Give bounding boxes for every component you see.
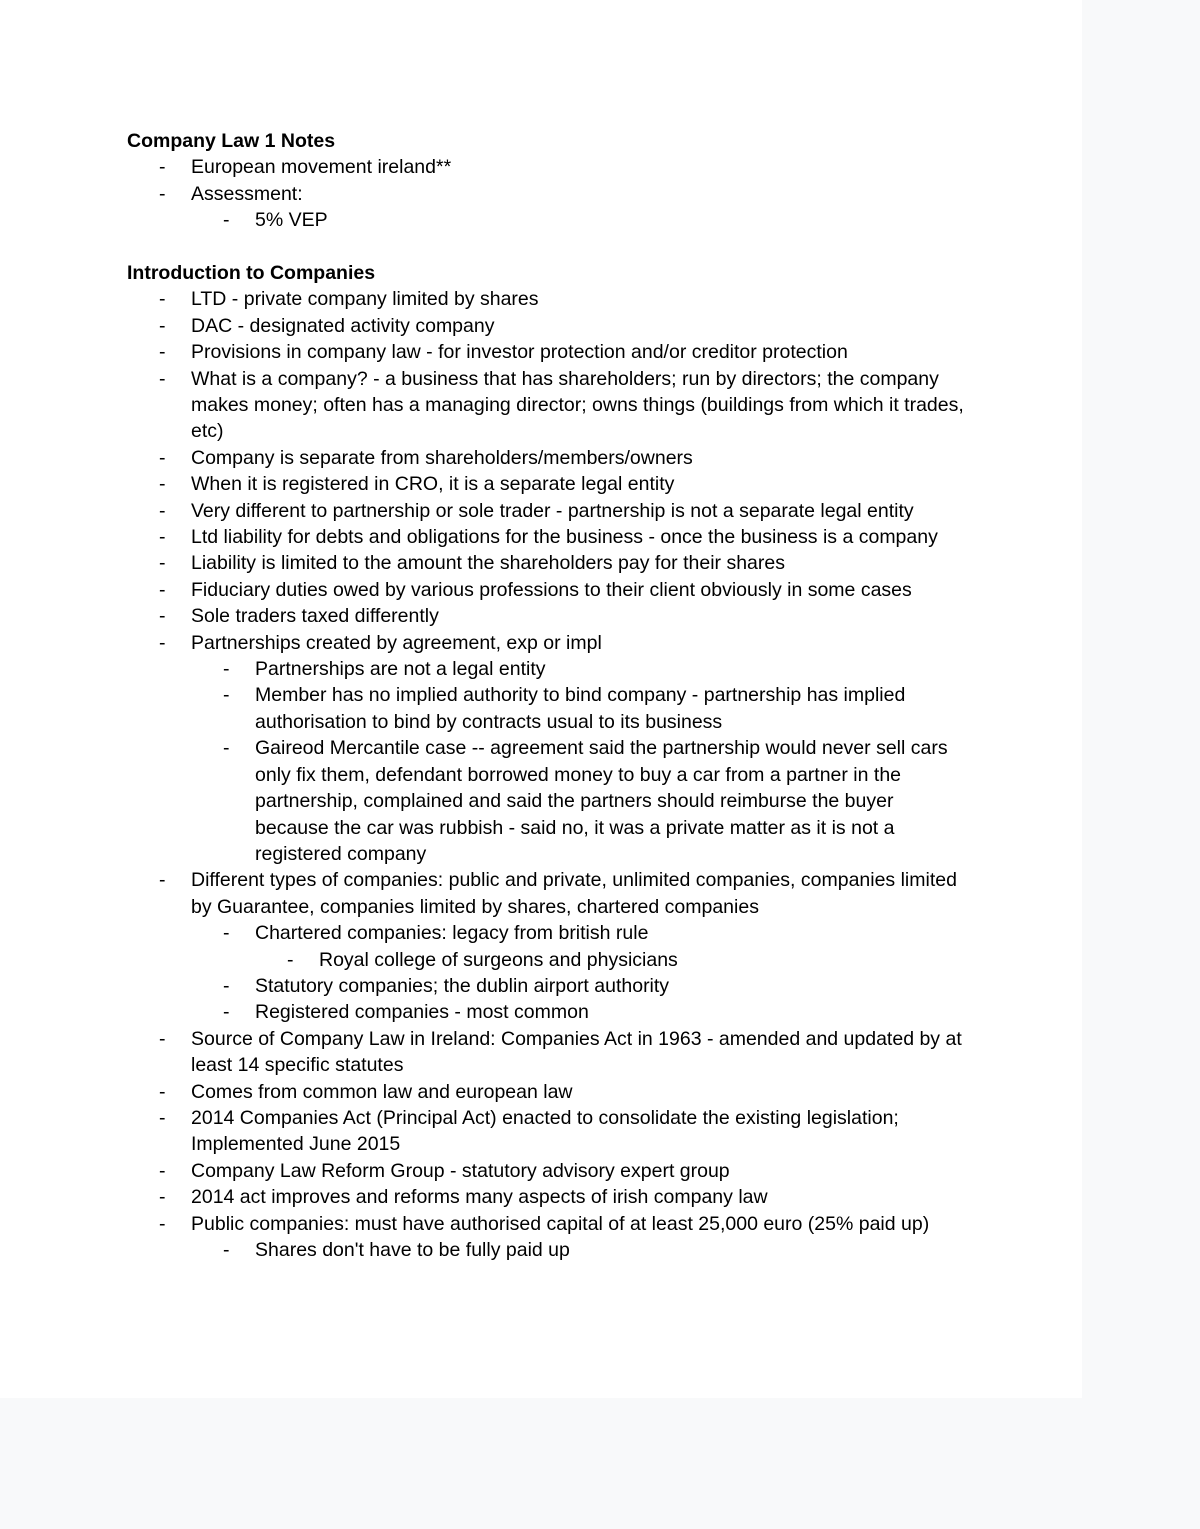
- dash-bullet: -: [223, 209, 230, 232]
- dash-bullet: -: [159, 156, 166, 179]
- list-item: [127, 1211, 967, 1237]
- list-item-text: Shares don't have to be fully paid up: [255, 1239, 570, 1262]
- list-item: [127, 1158, 967, 1184]
- dash-bullet: -: [159, 1212, 166, 1235]
- list-item: [127, 682, 967, 735]
- dash-bullet: -: [159, 578, 166, 601]
- list-item-text: Gaireod Mercantile case -- agreement said the partnership would never sell cars only fix them, defendant borrowed money to buy a car from a partner in the partnership, complained and said the partners should reimburse the buyer because the car was rubbish - said no, it was a private matter as it is not a registered company: [255, 737, 948, 865]
- list-item-text: When it is registered in CRO, it is a separate legal entity: [191, 473, 675, 496]
- dash-bullet: -: [159, 367, 166, 390]
- list-item: [127, 207, 967, 233]
- dash-bullet: -: [159, 1106, 166, 1129]
- dash-bullet: -: [159, 314, 166, 337]
- list-item: [127, 630, 967, 656]
- list-item: [127, 339, 967, 365]
- list-item: [127, 154, 967, 180]
- list-item-text: Statutory companies; the dublin airport authority: [255, 974, 670, 997]
- list-item: [127, 973, 967, 999]
- dash-bullet: -: [159, 1027, 166, 1050]
- list-item: [127, 867, 967, 920]
- dash-bullet: -: [159, 869, 166, 892]
- dash-bullet: -: [223, 1239, 230, 1262]
- list-item: [127, 313, 967, 339]
- list-item-text: Company Law Reform Group - statutory advisory expert group: [191, 1159, 730, 1182]
- dash-bullet: -: [159, 1159, 166, 1182]
- dash-bullet: -: [159, 631, 166, 654]
- list-item-text: Chartered companies: legacy from british rule: [255, 922, 649, 945]
- dash-bullet: -: [223, 1001, 230, 1024]
- list-item: [127, 1184, 967, 1210]
- dash-bullet: -: [223, 684, 230, 707]
- list-item: [127, 1079, 967, 1105]
- list-item-text: Public companies: must have authorised capital of at least 25,000 euro (25% paid up): [191, 1212, 930, 1235]
- list-item: [127, 577, 967, 603]
- list-item-text: Provisions in company law - for investor protection and/or creditor protection: [191, 341, 848, 364]
- dash-bullet: -: [223, 737, 230, 760]
- dash-bullet: -: [159, 526, 166, 549]
- section-heading: Introduction to Companies: [127, 262, 376, 284]
- list-item-text: Different types of companies: public and private, unlimited companies, companies limited by Guarantee, companies limited by shares, chartered companies: [191, 869, 957, 918]
- dash-bullet: -: [159, 473, 166, 496]
- list-item: [127, 656, 967, 682]
- dash-bullet: -: [159, 552, 166, 575]
- list-item-text: Registered companies - most common: [255, 1001, 589, 1024]
- list-item-text: Partnerships created by agreement, exp or impl: [191, 631, 602, 654]
- list-item-text: Partnerships are not a legal entity: [255, 658, 546, 681]
- list-item: [127, 524, 967, 550]
- list-item-text: DAC - designated activity company: [191, 314, 495, 337]
- bullet-list: [127, 154, 967, 233]
- list-item: [127, 947, 967, 973]
- list-item: [127, 366, 967, 445]
- list-item-text: European movement ireland**: [191, 156, 452, 179]
- list-item: [127, 999, 967, 1025]
- list-item-text: Assessment:: [191, 182, 303, 205]
- list-item: [127, 603, 967, 629]
- list-item-text: LTD - private company limited by shares: [191, 288, 539, 311]
- dash-bullet: -: [223, 658, 230, 681]
- list-item: [127, 286, 967, 312]
- bullet-list: [127, 286, 967, 1263]
- list-item: [127, 550, 967, 576]
- dash-bullet: -: [159, 1080, 166, 1103]
- dash-bullet: -: [223, 922, 230, 945]
- list-item: [127, 1105, 967, 1158]
- section-heading: Company Law 1 Notes: [127, 130, 336, 152]
- list-item-text: Very different to partnership or sole trader - partnership is not a separate legal entity: [191, 499, 914, 522]
- dash-bullet: -: [159, 182, 166, 205]
- list-item-text: Sole traders taxed differently: [191, 605, 439, 628]
- list-item-text: Ltd liability for debts and obligations for the business - once the business is a company: [191, 526, 938, 549]
- dash-bullet: -: [159, 446, 166, 469]
- dash-bullet: -: [159, 1186, 166, 1209]
- list-item: [127, 181, 967, 207]
- list-item: [127, 1237, 967, 1263]
- list-item: [127, 471, 967, 497]
- dash-bullet: -: [287, 948, 294, 971]
- list-item-text: Member has no implied authority to bind company - partnership has implied authorisation to bind by contracts usual to its business: [255, 684, 906, 733]
- list-item: [127, 498, 967, 524]
- list-item: [127, 445, 967, 471]
- list-item-text: Royal college of surgeons and physicians: [319, 948, 678, 971]
- list-item-text: 2014 act improves and reforms many aspects of irish company law: [191, 1186, 768, 1209]
- list-item: [127, 735, 967, 867]
- section-spacer: [127, 234, 967, 260]
- list-item: [127, 1026, 967, 1079]
- list-item-text: Company is separate from shareholders/members/owners: [191, 446, 693, 469]
- list-item-text: Source of Company Law in Ireland: Companies Act in 1963 - amended and updated by at least 14 specific statutes: [191, 1027, 962, 1077]
- list-item-text: Comes from common law and european law: [191, 1080, 573, 1103]
- list-item: [127, 920, 967, 946]
- list-item-text: 5% VEP: [255, 209, 328, 232]
- dash-bullet: -: [159, 499, 166, 522]
- dash-bullet: -: [159, 288, 166, 311]
- dash-bullet: -: [159, 605, 166, 628]
- list-item-text: What is a company? - a business that has shareholders; run by directors; the company makes money; often has a managing director; owns things (buildings from which it trades, etc): [191, 367, 964, 443]
- document-body: [127, 128, 967, 1263]
- dash-bullet: -: [159, 341, 166, 364]
- list-item-text: Liability is limited to the amount the shareholders pay for their shares: [191, 552, 785, 575]
- list-item-text: 2014 Companies Act (Principal Act) enacted to consolidate the existing legislation; Implemented June 2015: [191, 1106, 899, 1156]
- list-item-text: Fiduciary duties owed by various professions to their client obviously in some cases: [191, 578, 912, 601]
- dash-bullet: -: [223, 974, 230, 997]
